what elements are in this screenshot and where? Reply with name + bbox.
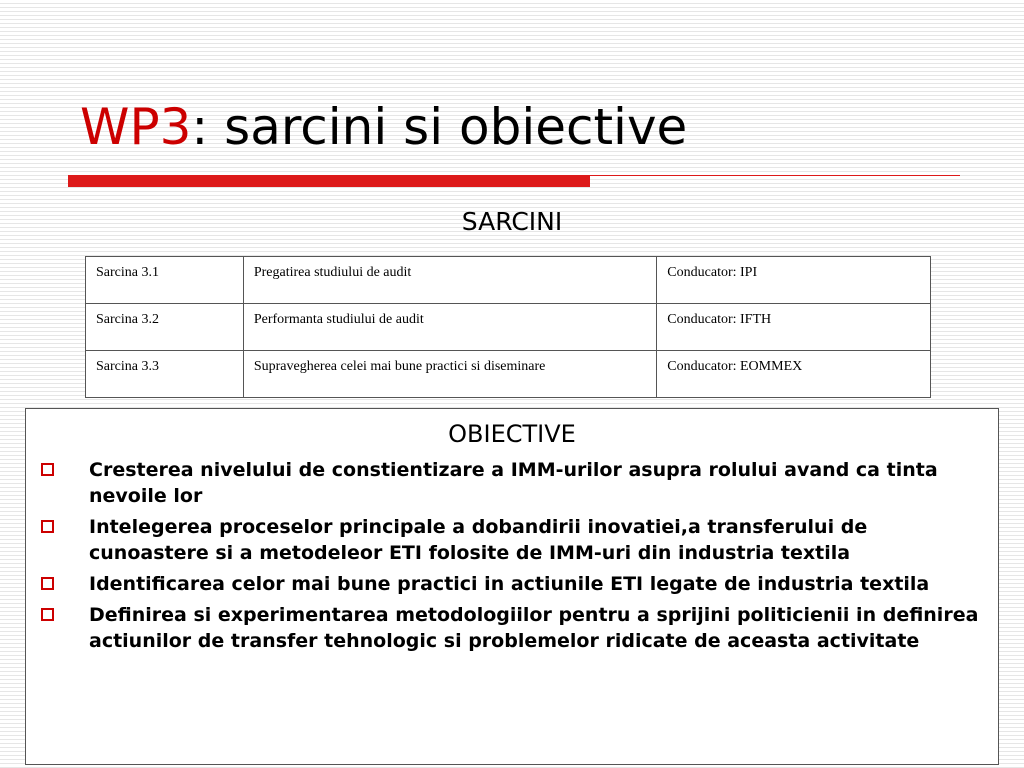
objective-item [26, 514, 998, 566]
objective-text: Intelegerea proceselor principale a dobandirii inovatiei,a transferului de cunoastere si a metodeleor ETI folosite de IMM-uri din industria textila [89, 516, 868, 564]
task-lead-cell: Conducator: IFTH [657, 304, 931, 351]
sarcini-heading: SARCINI [461, 207, 563, 236]
title-accent: WP3 [80, 98, 192, 156]
task-name-cell: Supravegherea celei mai bune practici si diseminare [243, 351, 656, 398]
square-bullet-icon [41, 608, 54, 621]
objectives-box [25, 408, 999, 765]
objective-text: Identificarea celor mai bune practici in actiunile ETI legate de industria textila [89, 573, 930, 595]
task-id-cell: Sarcina 3.2 [86, 304, 244, 351]
title-underline-thick [68, 175, 590, 187]
title-rest: : sarcini si obiective [191, 98, 688, 156]
square-bullet-icon [41, 577, 54, 590]
objective-item [26, 457, 998, 509]
table-row [86, 257, 931, 304]
task-id-cell: Sarcina 3.1 [86, 257, 244, 304]
table-row [86, 304, 931, 351]
square-bullet-icon [41, 463, 54, 476]
objective-text: Cresterea nivelului de constientizare a IMM-urilor asupra rolului avand ca tinta nevoile lor [89, 459, 938, 507]
task-lead-cell: Conducator: IPI [657, 257, 931, 304]
objective-text: Definirea si experimentarea metodologiilor pentru a sprijini politicienii in definirea actiunilor de transfer tehnologic si problemelor ridicate de aceasta activitate [89, 604, 979, 652]
objectives-list [26, 457, 998, 654]
tasks-table [85, 256, 931, 398]
task-lead-cell: Conducator: EOMMEX [657, 351, 931, 398]
task-name-cell: Pregatirea studiului de audit [243, 257, 656, 304]
slide-title [80, 100, 687, 155]
objective-item [26, 571, 998, 597]
task-name-cell: Performanta studiului de audit [243, 304, 656, 351]
task-id-cell: Sarcina 3.3 [86, 351, 244, 398]
square-bullet-icon [41, 520, 54, 533]
objectives-heading: OBIECTIVE [448, 420, 576, 448]
table-row [86, 351, 931, 398]
objective-item [26, 602, 998, 654]
title-underline-thin [590, 175, 960, 176]
